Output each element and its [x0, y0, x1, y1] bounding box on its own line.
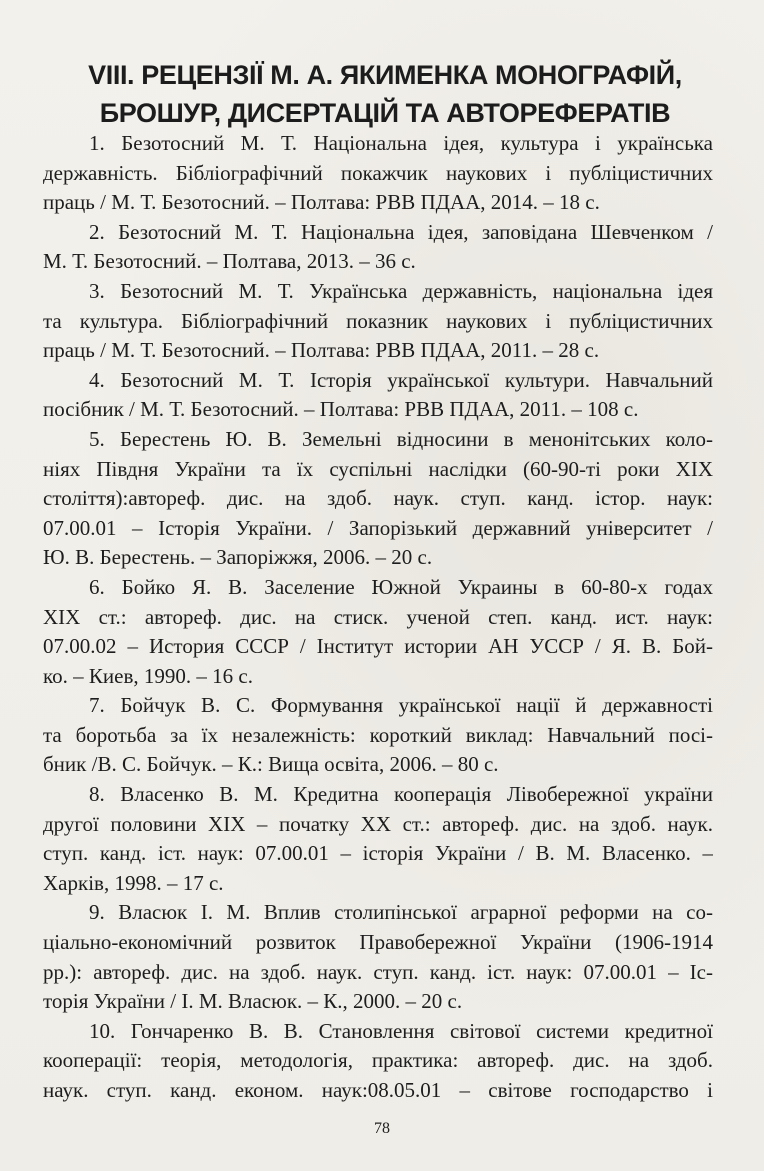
bibliography-list — [43, 129, 713, 1106]
entry-line: ніях Півдня України та їх суспільні наслідки (60-90-ті роки XIX — [43, 456, 713, 481]
entry-line: рр.): автореф. дис. на здоб. наук. ступ. канд. іст. наук: 07.00.01 – Іс- — [43, 959, 713, 984]
entry-line: та культура. Бібліографічний показник наукових і публіцистичних — [43, 308, 713, 333]
entry-line: наук. ступ. канд. економ. наук:08.05.01 – світове господарство і — [43, 1078, 713, 1102]
entry-line: Ю. В. Берестень. – Запоріжжя, 2006. – 20 с. — [43, 545, 433, 570]
entry-line: 8. Власенко В. М. Кредитна кооперація Лівобережної україни — [89, 782, 713, 807]
entry-line: торія України / І. М. Власюк. – К., 2000. – 20 с. — [43, 989, 463, 1014]
bibliography-entry — [43, 898, 713, 1016]
entry-line: 2. Безотосний М. Т. Національна ідея, заповідана Шевченком / — [89, 219, 713, 244]
entry-line: 7. Бойчук В. С. Формування української нації й державності — [89, 693, 713, 718]
entry-line: бник /В. С. Бойчук. – К.: Вища освіта, 2006. – 80 с. — [43, 752, 499, 777]
entry-line: 9. Власюк І. М. Вплив столипінської аграрної реформи на со- — [89, 900, 713, 925]
section-heading — [40, 56, 730, 132]
entry-line: 3. Безотосний М. Т. Українська державність, національна ідея — [89, 278, 713, 303]
entry-line: 07.00.01 – Історія України. / Запорізький державний університет / — [43, 515, 713, 540]
entry-line: та боротьба за їх незалежність: короткий виклад: Навчальний посі- — [43, 722, 713, 747]
entry-line: 5. Берестень Ю. В. Земельні відносини в менонітських коло- — [89, 426, 713, 451]
entry-line: 1. Безотосний М. Т. Національна ідея, культура і українська — [89, 131, 713, 155]
bibliography-entry — [43, 1017, 713, 1106]
bibliography-entry — [43, 129, 713, 218]
entry-line: Харків, 1998. – 17 с. — [43, 870, 224, 895]
entry-line: праць / М. Т. Безотосний. – Полтава: РВВ ПДАА, 2011. – 28 с. — [43, 338, 600, 363]
entry-line: ступ. канд. іст. наук: 07.00.01 – історія України / В. М. Власенко. – — [43, 841, 713, 866]
bibliography-entry — [43, 218, 713, 277]
entry-line: 07.00.02 – История СССР / Інститут истории АН УССР / Я. В. Бой- — [43, 634, 713, 659]
bibliography-entry — [43, 277, 713, 366]
bibliography-entry — [43, 425, 713, 573]
entry-line: кооперації: теорія, методологія, практика: автореф. дис. на здоб. — [43, 1048, 713, 1073]
bibliography-entry — [43, 691, 713, 780]
entry-line: 6. Бойко Я. В. Заселение Южной Украины в 60-80-х годах — [89, 574, 713, 599]
entry-line: праць / М. Т. Безотосний. – Полтава: РВВ ПДАА, 2014. – 18 с. — [43, 190, 600, 215]
entry-line: ко. – Киев, 1990. – 16 с. — [43, 663, 253, 688]
heading-line-1: VIII. РЕЦЕНЗІЇ М. А. ЯКИМЕНКА МОНОГРАФІЙ, — [88, 60, 682, 90]
entry-line: 4. Безотосний М. Т. Історія української культури. Навчальний — [89, 367, 713, 392]
page-number: 78 — [374, 1120, 390, 1137]
entry-line: 10. Гончаренко В. В. Становлення світової системи кредитної — [89, 1018, 713, 1043]
heading-line-2: БРОШУР, ДИСЕРТАЦІЙ ТА АВТОРЕФЕРАТІВ — [99, 98, 671, 128]
entry-line: посібник / М. Т. Безотосний. – Полтава: РВВ ПДАА, 2011. – 108 с. — [43, 397, 639, 422]
bibliography-entry — [43, 780, 713, 898]
entry-line: М. Т. Безотосний. – Полтава, 2013. – 36 с. — [43, 249, 416, 274]
entry-line: другої половини XIX – початку XX ст.: автореф. дис. на здоб. наук. — [43, 811, 713, 836]
entry-line: століття):автореф. дис. на здоб. наук. ступ. канд. істор. наук: — [43, 486, 713, 511]
bibliography-entry — [43, 573, 713, 691]
entry-line: ціально-економічний розвиток Правобережної України (1906-1914 — [43, 930, 713, 955]
bibliography-entry — [43, 366, 713, 425]
entry-line: державність. Бібліографічний покажчик наукових і публіцистичних — [43, 160, 713, 185]
entry-line: XIX ст.: автореф. дис. на стиск. ученой степ. канд. ист. наук: — [43, 604, 713, 629]
